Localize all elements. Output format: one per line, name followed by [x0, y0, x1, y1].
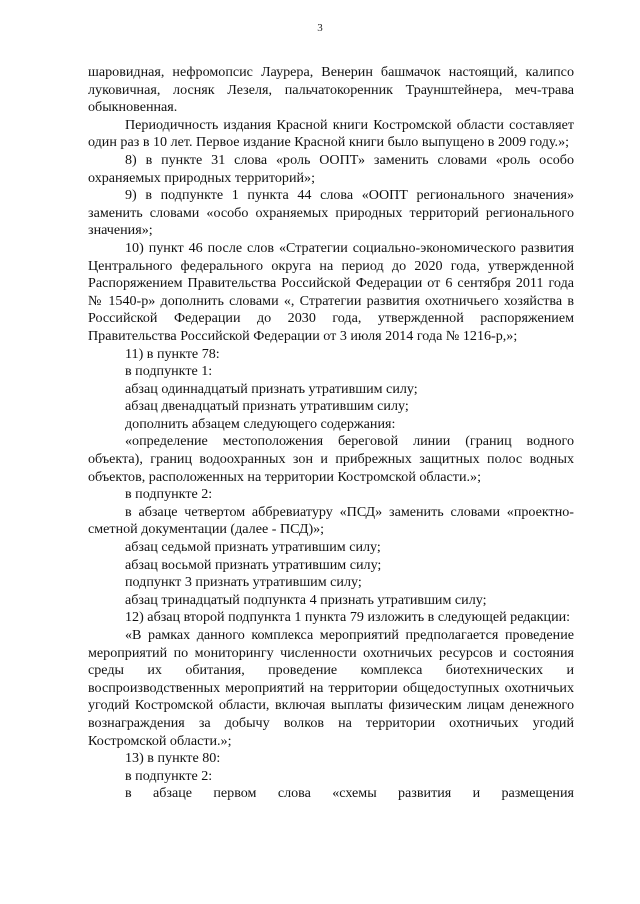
paragraph-7: абзац одиннадцатый признать утратившим силу; — [125, 380, 418, 397]
paragraph-12: в абзаце четвертом аббревиатуру «ПСД» заменить словами «проектно-сметной документации (далее - ПСД)»; — [88, 503, 574, 538]
paragraph-9: дополнить абзацем следующего содержания: — [125, 415, 396, 432]
paragraph-5: 11) в пункте 78: — [125, 345, 220, 362]
paragraph-1: Периодичность издания Красной книги Костромской области составляет один раз в 10 лет. Первое издание Красной книги было выпущено в 2009 году.»; — [88, 116, 574, 151]
paragraph-0: шаровидная, нефромопсис Лаурера, Венерин башмачок настоящий, калипсо луковичная, лосняк Лезеля, пальчатокоренник Траунштейнера, меч-трава обыкновенная. — [88, 64, 574, 116]
paragraph-15: подпункт 3 признать утратившим силу; — [125, 574, 362, 591]
paragraph-10: «определение местоположения береговой линии (границ водного объекта), границ водоохранных зон и прибрежных защитных полос водных объектов, расположенных на территории Костромской области.»; — [88, 433, 574, 485]
paragraph-13: абзац седьмой признать утратившим силу; — [125, 539, 381, 556]
paragraph-11: в подпункте 2: — [125, 486, 213, 503]
paragraph-18: «В рамках данного комплекса мероприятий предполагается проведение мероприятий по мониторингу численности охотничьих ресурсов и состояния среды их обитания, проведение комплекса биотехнических и воспроизводственных мероприятий на территории общедоступных охотничьих угодий Костромской области, включая выплаты физическим лицам денежного вознаграждения за добычу волков на территории охотничьих угодий Костромской области.»; — [88, 627, 574, 749]
paragraph-2: 8) в пункте 31 слова «роль ООПТ» заменить словами «роль особо охраняемых природных территорий»; — [88, 151, 574, 186]
paragraph-14: абзац восьмой признать утратившим силу; — [125, 556, 382, 573]
paragraph-8: абзац двенадцатый признать утратившим силу; — [125, 398, 409, 415]
paragraph-21: в абзаце первом слова «схемы развития и размещения — [125, 785, 574, 802]
paragraph-6: в подпункте 1: — [125, 363, 213, 380]
paragraph-3: 9) в подпункте 1 пункта 44 слова «ООПТ регионального значения» заменить словами «особо охраняемых природных территорий регионального значения»; — [88, 187, 574, 239]
paragraph-4: 10) пункт 46 после слов «Стратегии социально-экономического развития Центрального федерального округа на период до 2020 года, утвержденной Распоряжением Правительства Российской Федерации от 6 сентября 2011 года № 1540-р» дополнить словами «, Стратегии развития охотничьего хозяйства в Российской Федерации до 2030 года, утвержденной распоряжением Правительства Российской Федерации от 3 июля 2014 года № 1216-р,»; — [88, 239, 574, 344]
paragraph-16: абзац тринадцатый подпункта 4 признать утратившим силу; — [125, 591, 487, 608]
page-number: 3 — [317, 22, 323, 34]
paragraph-20: в подпункте 2: — [125, 767, 213, 784]
document-body — [88, 64, 574, 803]
paragraph-17: 12) абзац второй подпункта 1 пункта 79 изложить в следующей редакции: — [125, 609, 571, 626]
paragraph-19: 13) в пункте 80: — [125, 750, 221, 767]
